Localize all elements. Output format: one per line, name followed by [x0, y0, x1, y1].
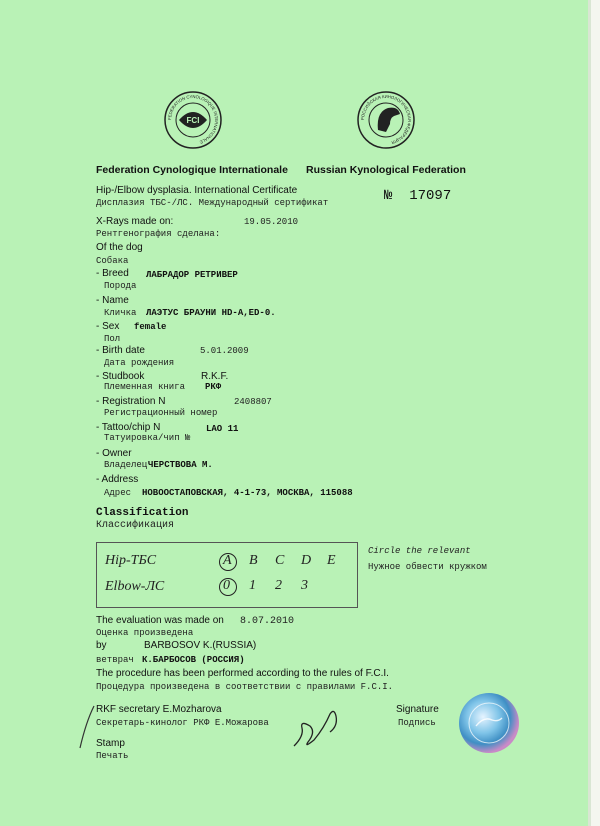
owner-label-ru: Владелец	[104, 460, 148, 470]
classification-note-ru: Нужное обвести кружком	[368, 562, 487, 572]
rkf-ring-text: РОССИЙСКАЯ КИНОЛОГИЧЕСКАЯ ФЕДЕРАЦИЯ	[359, 93, 413, 146]
elbow-grade-2: 2	[275, 578, 282, 593]
number-value: 17097	[409, 188, 452, 204]
org-left: Federation Cynologique Internationale	[96, 164, 288, 176]
secretary-en: RKF secretary E.Mozharova	[96, 704, 222, 715]
stamp-label-en: Stamp	[96, 738, 125, 749]
registration-value: 2408807	[234, 397, 272, 407]
signature-scribble-icon	[290, 706, 342, 754]
breed-label-ru: Порода	[104, 281, 137, 291]
elbow-grade-0: 0	[223, 578, 230, 593]
fci-badge-text: FCI	[186, 116, 200, 125]
name-label-ru: Кличка	[104, 308, 137, 318]
hip-grade-a: A	[223, 553, 232, 568]
name-label-en: - Name	[96, 295, 129, 306]
procedure-ru: Процедура произведена в соответствии с правилами F.C.I.	[96, 682, 394, 692]
hip-grade-e: E	[327, 553, 336, 568]
elbow-grade-selected-circle	[219, 578, 237, 596]
rkf-logo-icon	[356, 90, 416, 150]
org-right: Russian Kynological Federation	[306, 164, 466, 176]
signature-label-en: Signature	[396, 704, 439, 715]
hip-grade-c: C	[275, 553, 285, 568]
owner-value: ЧЕРСТВОВА М.	[148, 460, 213, 470]
tattoo-label-ru: Татуировка/чип №	[104, 433, 191, 443]
birth-label-en: - Birth date	[96, 345, 145, 356]
vet-label: ветврач	[96, 655, 134, 665]
certificate-number	[384, 188, 451, 204]
secretary-ru: Секретарь-кинолог РКФ Е.Можарова	[96, 718, 269, 728]
certificate-title-en: Hip-/Elbow dysplasia. International Certificate	[96, 185, 298, 196]
hip-label: Hip-ТБС	[105, 553, 157, 568]
dog-label-ru: Собака	[96, 256, 129, 266]
by-value-ru: К.БАРБОСОВ (РОССИЯ)	[142, 655, 245, 665]
birth-value: 5.01.2009	[200, 346, 249, 356]
elbow-grade-3: 3	[301, 578, 308, 593]
sex-label-ru: Пол	[104, 334, 121, 344]
xray-value: 19.05.2010	[244, 217, 299, 227]
number-label: №	[384, 188, 393, 204]
evaluation-label-ru: Оценка произведена	[96, 628, 194, 638]
classification-note-en: Circle the relevant	[368, 546, 471, 556]
hip-grade-selected-circle	[219, 553, 237, 571]
owner-label-en: - Owner	[96, 448, 132, 459]
classification-box	[96, 542, 358, 608]
breed-value: ЛАБРАДОР РЕТРИВЕР	[146, 270, 238, 280]
studbook-label-ru: Племенная книга	[104, 382, 186, 392]
by-label: by	[96, 640, 107, 651]
dog-label-en: Of the dog	[96, 242, 143, 253]
sex-label-en: - Sex	[96, 321, 120, 332]
xray-label-en: X-Rays made on:	[96, 216, 174, 227]
studbook-value-ru: РКФ	[205, 382, 222, 392]
elbow-label: Elbow-ЛС	[105, 579, 165, 594]
fci-logo-icon	[163, 90, 223, 150]
fci-ring-text: FEDERATION CYNOLOGIQUE INTERNATIONALE	[166, 93, 220, 145]
evaluation-label-en: The evaluation was made on	[96, 615, 224, 626]
address-label-en: - Address	[96, 474, 139, 485]
birth-label-ru: Дата рождения	[104, 358, 175, 368]
studbook-value-en: R.K.F.	[201, 371, 229, 382]
registration-label-ru: Регистрационный номер	[104, 408, 218, 418]
address-label-ru: Адрес	[104, 488, 132, 498]
hip-grade-b: B	[249, 553, 258, 568]
sex-value: female	[134, 322, 167, 332]
by-value-en: BARBOSOV K.(RUSSIA)	[144, 640, 257, 651]
pen-stroke-icon	[76, 702, 98, 752]
hip-grade-d: D	[301, 553, 312, 568]
classification-title-en: Classification	[96, 507, 189, 519]
stamp-label-ru: Печать	[96, 751, 129, 761]
address-value: НОВООСТАПОВСКАЯ, 4-1-73, МОСКВА, 115088	[142, 488, 353, 498]
registration-label-en: - Registration N	[96, 396, 166, 407]
procedure-en: The procedure has been performed according to the rules of F.C.I.	[96, 668, 389, 679]
hologram-stamp-icon	[458, 692, 520, 754]
signature-label-ru: Подпись	[398, 718, 436, 728]
evaluation-date: 8.07.2010	[240, 616, 295, 627]
xray-label-ru: Рентгенография сделана:	[96, 229, 221, 239]
name-value: ЛАЭТУС БРАУНИ HD-A,ED-0.	[146, 308, 276, 318]
tattoo-label-en: - Tattoo/chip N	[96, 422, 161, 433]
elbow-grade-1: 1	[249, 578, 256, 593]
tattoo-value: LAO 11	[206, 424, 239, 434]
breed-label-en: - Breed	[96, 268, 129, 279]
certificate-title-ru: Дисплазия ТБС-/ЛС. Международный сертификат	[96, 198, 329, 208]
classification-title-ru: Классификация	[96, 520, 175, 531]
studbook-label-en: - Studbook	[96, 371, 145, 382]
